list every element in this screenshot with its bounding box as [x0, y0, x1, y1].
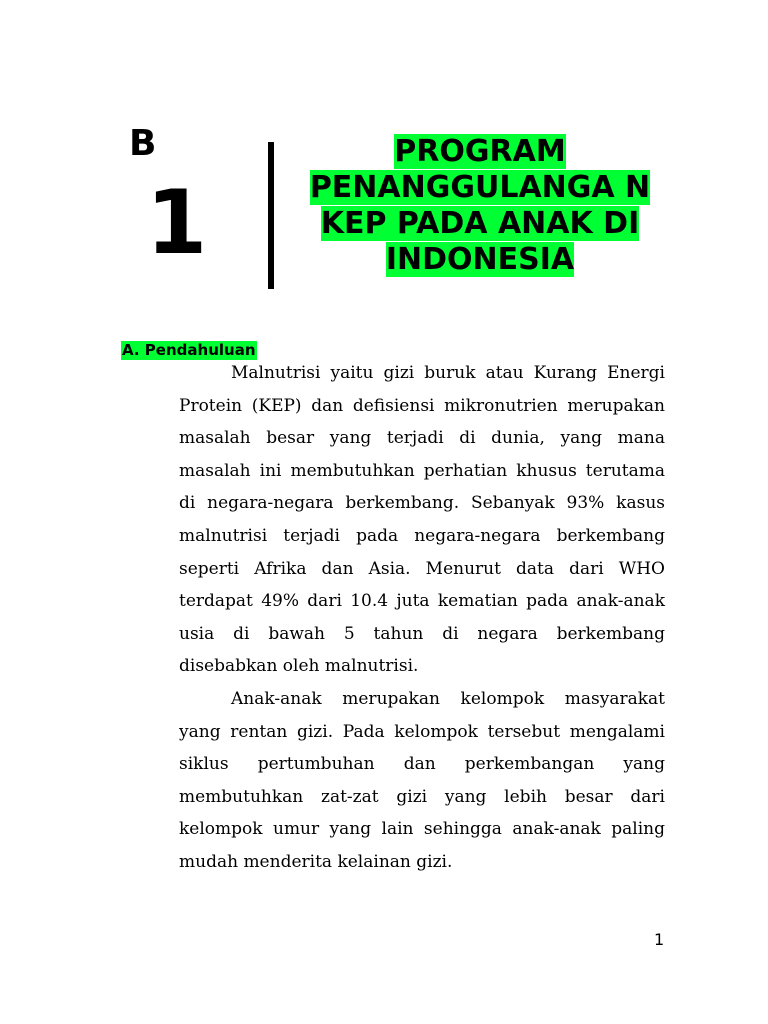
chapter-title — [290, 134, 670, 278]
section-heading: A. Pendahuluan — [122, 341, 256, 359]
chapter-divider — [268, 142, 274, 289]
page-number: 1 — [654, 930, 665, 949]
chapter-letter: B — [129, 123, 157, 164]
body-text — [179, 357, 665, 879]
chapter-title-text: PROGRAM PENANGGULANGA N KEP PADA ANAK DI INDONESIA — [309, 134, 651, 277]
paragraph: Anak-anak merupakan kelompok masyarakat yang rentan gizi. Pada kelompok tersebut mengalami siklus pertumbuhan dan perkembangan yang membutuhkan zat-zat gizi yang lebih besar dari kelompok umur yang lain sehingga anak-anak paling mudah menderita kelainan gizi. — [179, 688, 665, 872]
chapter-number: 1 — [146, 171, 208, 274]
paragraph: Malnutrisi yaitu gizi buruk atau Kurang Energi Protein (KEP) dan defisiensi mikronutrien merupakan masalah besar yang terjadi di dunia, yang mana masalah ini membutuhkan perhatian khusus terutama di negara-negara berkembang. Sebanyak 93% kasus malnutrisi terjadi pada negara-negara berkembang seperti Afrika dan Asia. Menurut data dari WHO terdapat 49% dari 10.4 juta kematian pada anak-anak usia di bawah 5 tahun di negara berkembang disebabkan oleh malnutrisi. — [179, 363, 665, 677]
